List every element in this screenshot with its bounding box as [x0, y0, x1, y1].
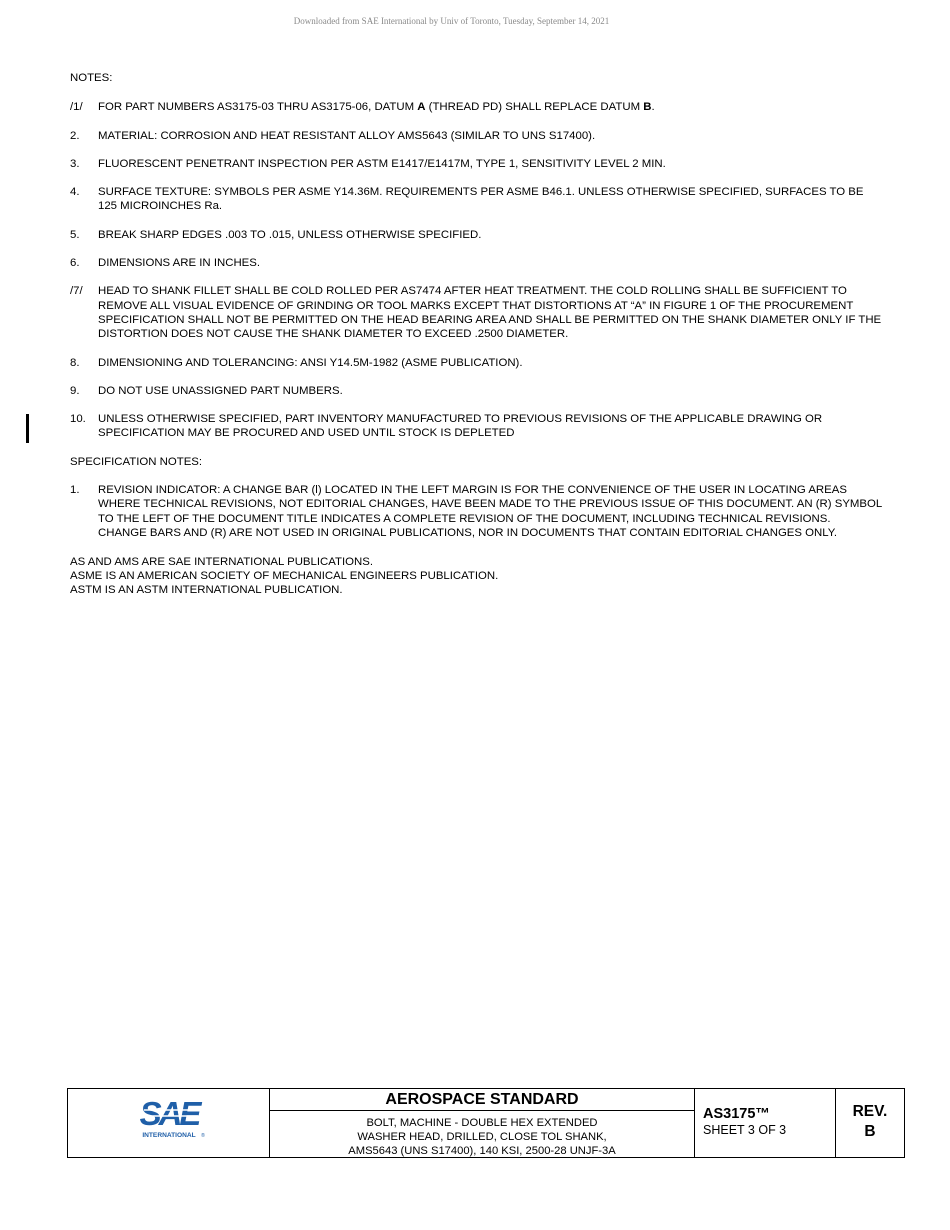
description-line: WASHER HEAD, DRILLED, CLOSE TOL SHANK, [357, 1131, 607, 1143]
note-9 [70, 384, 882, 398]
note-number: 3. [70, 157, 80, 170]
note-number: 4. [70, 186, 80, 199]
sae-logo-cell [68, 1089, 270, 1157]
sheet-number: SHEET 3 OF 3 [703, 1123, 787, 1137]
sae-logo-icon [136, 1096, 206, 1140]
note-text: BREAK SHARP EDGES .003 TO .015, UNLESS OTHERWISE SPECIFIED. [98, 228, 482, 241]
note-4 [70, 185, 882, 214]
datum-b: B [643, 101, 652, 114]
description-line: BOLT, MACHINE - DOUBLE HEX EXTENDED [366, 1117, 598, 1129]
standard-type: AEROSPACE STANDARD [270, 1089, 694, 1111]
note-number: 2. [70, 129, 80, 142]
revision-cell [836, 1089, 904, 1157]
spec-note-1 [70, 483, 882, 540]
note-number: /7/ [70, 285, 83, 298]
note-number: 6. [70, 257, 80, 270]
document-number-cell [695, 1089, 836, 1157]
revision-label: REV. [852, 1103, 888, 1120]
publication-line: ASME IS AN AMERICAN SOCIETY OF MECHANICAL ENGINEERS PUBLICATION. [70, 570, 499, 583]
note-text: HEAD TO SHANK FILLET SHALL BE COLD ROLLED PER AS7474 AFTER HEAT TREATMENT. THE COLD ROLLING SHALL BE SUFFICIENT TO REMOVE ALL VISUAL EVIDENCE OF GRINDING OR TOOL MARKS EXCEPT THAT DISTORTIONS AT “A” IN FIGURE 1 OF THE PROCUREMENT SPECIFICATION SHALL NOT BE PERMITTED ON THE HEAD BEARING AREA AND SHALL BE PERMITTED ON THE SHANK DIAMETER ONLY IF THE DISTORTION DOES NOT CAUSE THE SHANK DIAMETER TO EXCEED .2500 DIAMETER. [98, 285, 882, 341]
note-number: 8. [70, 356, 80, 369]
note-8 [70, 356, 882, 370]
note-7 [70, 284, 882, 341]
revision-value: B [864, 1123, 876, 1140]
note-6 [70, 256, 882, 270]
note-text: DIMENSIONING AND TOLERANCING: ANSI Y14.5M-1982 (ASME PUBLICATION). [98, 356, 523, 369]
note-number: 5. [70, 228, 80, 241]
note-5 [70, 228, 882, 242]
registered-mark: ® [201, 1133, 205, 1139]
document-number: AS3175™ [703, 1106, 770, 1122]
note-text: UNLESS OTHERWISE SPECIFIED, PART INVENTORY MANUFACTURED TO PREVIOUS REVISIONS OF THE APPLICABLE DRAWING OR SPECIFICATION MAY BE PROCURED AND USED UNTIL STOCK IS DEPLETED [98, 413, 823, 440]
note-2 [70, 129, 882, 143]
note-text: DO NOT USE UNASSIGNED PART NUMBERS. [98, 384, 343, 397]
sae-logo-text: SAE [139, 1096, 199, 1132]
title-cell [270, 1089, 695, 1157]
note-3 [70, 157, 882, 171]
notes-heading: NOTES: [70, 72, 113, 84]
note-text: FLUORESCENT PENETRANT INSPECTION PER ASTM E1417/E1417M, TYPE 1, SENSITIVITY LEVEL 2 MIN. [98, 157, 666, 170]
note-10 [70, 412, 882, 441]
note-number: 10. [70, 413, 86, 426]
note-1 [70, 100, 882, 114]
note-number: 1. [70, 484, 80, 497]
sae-logo-subtext: INTERNATIONAL [142, 1132, 196, 1139]
note-text: MATERIAL: CORROSION AND HEAT RESISTANT ALLOY AMS5643 (SIMILAR TO UNS S17400). [98, 129, 596, 142]
download-watermark: Downloaded from SAE International by Univ of Toronto, Tuesday, September 14, 2021 [293, 16, 610, 26]
note-number: /1/ [70, 101, 83, 114]
spec-notes-heading: SPECIFICATION NOTES: [70, 455, 203, 468]
note-number: 9. [70, 384, 80, 397]
note-text: REVISION INDICATOR: A CHANGE BAR (l) LOCATED IN THE LEFT MARGIN IS FOR THE CONVENIENCE OF THE USER IN LOCATING AREAS WHERE TECHNICAL REVISIONS, NOT EDITORIAL CHANGES, HAVE BEEN MADE TO THE PREVIOUS ISSUE OF THIS DOCUMENT. AN (R) SYMBOL TO THE LEFT OF THE DOCUMENT TITLE INDICATES A COMPLETE REVISION OF THE DOCUMENT, INCLUDING TECHNICAL REVISIONS. CHANGE BARS AND (R) ARE NOT USED IN ORIGINAL PUBLICATIONS, NOR IN DOCUMENTS THAT CONTAIN EDITORIAL CHANGES ONLY. [98, 484, 882, 539]
publication-line: AS AND AMS ARE SAE INTERNATIONAL PUBLICATIONS. [70, 556, 373, 569]
publication-line: ASTM IS AN ASTM INTERNATIONAL PUBLICATION. [70, 584, 343, 597]
datum-a: A [417, 101, 426, 114]
notes-body [70, 71, 882, 597]
title-block [67, 1088, 905, 1158]
note-text: DIMENSIONS ARE IN INCHES. [98, 257, 261, 270]
note-text: FOR PART NUMBERS AS3175-03 THRU AS3175-06, DATUM A (THREAD PD) SHALL REPLACE DATUM B. [98, 101, 655, 114]
publication-list [70, 555, 882, 597]
change-bar [26, 414, 29, 443]
part-description [270, 1111, 694, 1158]
note-text: SURFACE TEXTURE: SYMBOLS PER ASME Y14.36M. REQUIREMENTS PER ASME B46.1. UNLESS OTHERWISE SPECIFIED, SURFACES TO BE 125 MICROINCHES Ra. [98, 186, 864, 213]
description-line: AMS5643 (UNS S17400), 140 KSI, 2500-28 UNJF-3A [348, 1145, 616, 1157]
